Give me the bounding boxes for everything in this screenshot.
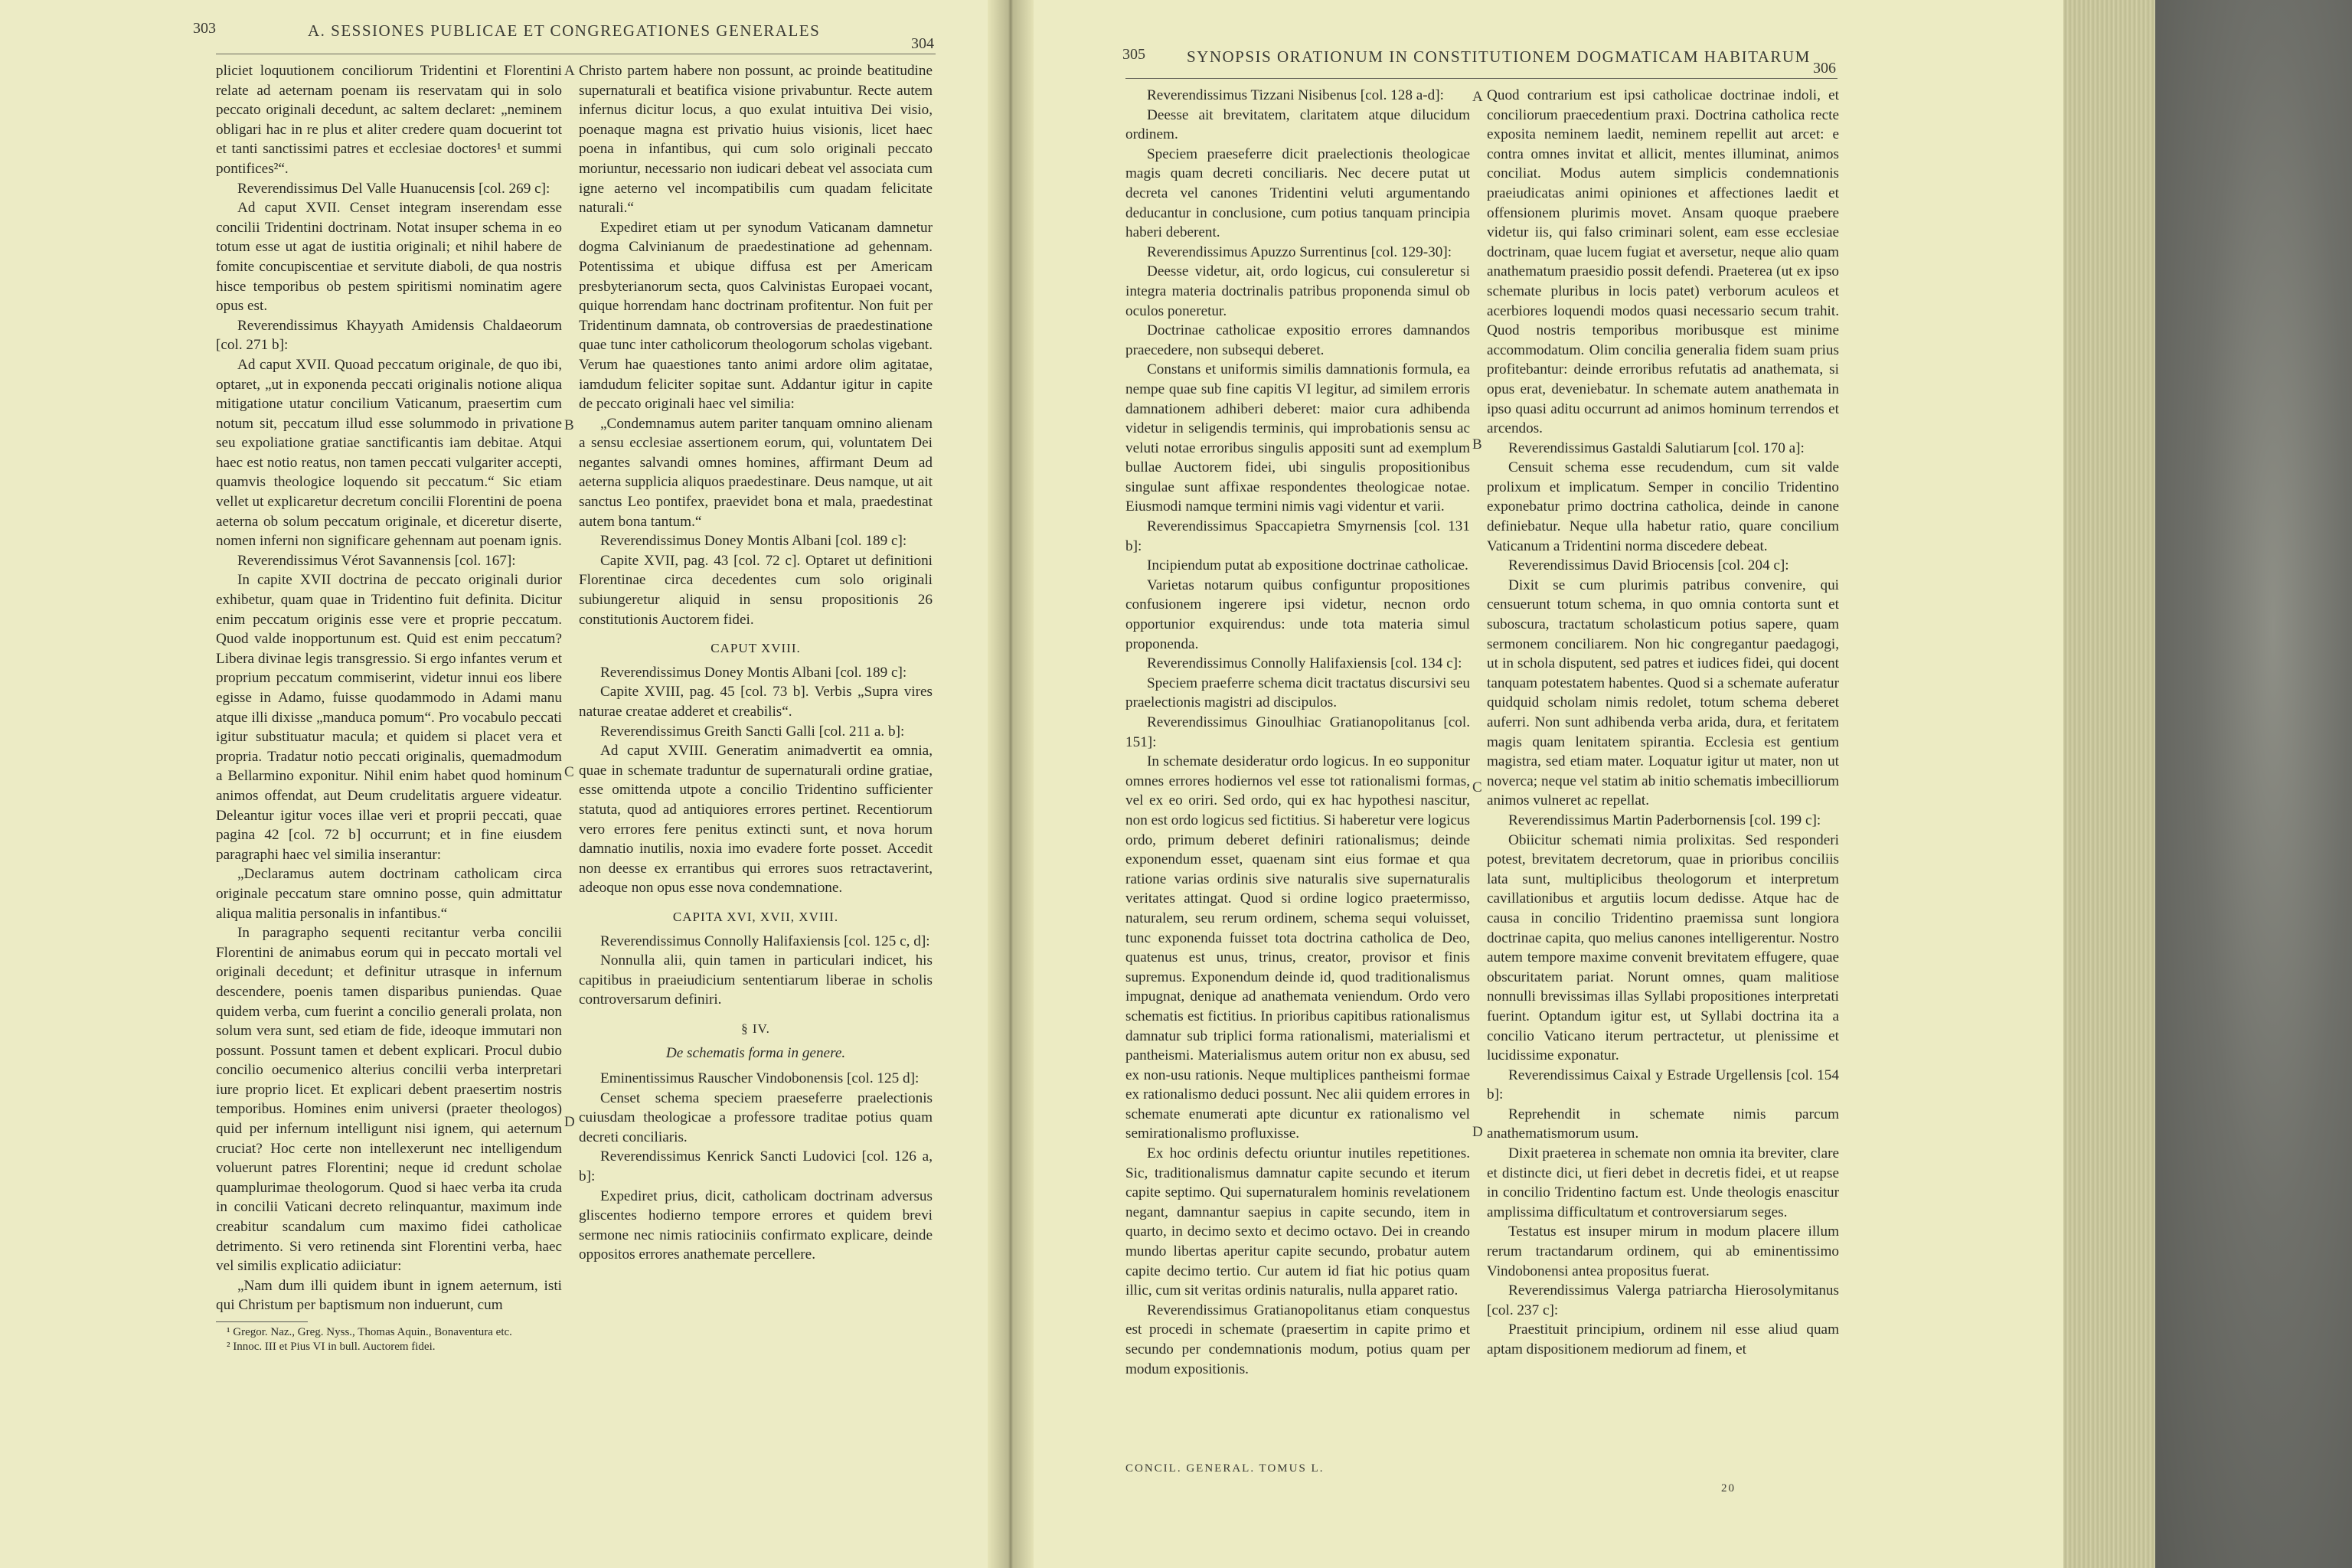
left-column-2	[579, 61, 933, 1481]
header-rule-right	[1125, 78, 1838, 79]
paragraph: „Condemnamus autem pariter tanquam omnino alienam a sensu ecclesiae assertionem eorum, qui, voluntatem Dei negantes salvandi omnes homines, affirmant Deum ad aeterna supplicia aliquos praedestinare. Deus namque, ut ait sanctus Leo pontifex, praevidet bona et mala, praedestinat autem bona tantum.“	[579, 415, 933, 530]
page-edges	[2063, 0, 2155, 1568]
paragraph: Reprehendit in schemate nimis parcum anathematismorum usum.	[1487, 1106, 1839, 1142]
paragraph: Reverendissimus Connolly Halifaxiensis [col. 125 c, d]:	[600, 933, 930, 949]
paragraph: Censet schema speciem praeseferre praelectionis cuiusdam theologicae a professore traditae potius quam decreti conciliaris.	[579, 1089, 933, 1145]
paragraph: Deesse videtur, ait, ordo logicus, cui consuleretur si integra materia doctrinalis patribus proponenda simul ob oculos poneretur.	[1125, 263, 1470, 319]
paragraph: Reverendissimus Greith Sancti Galli [col. 211 a. b]:	[600, 723, 905, 740]
book-gutter	[988, 0, 1034, 1568]
left-column-1	[216, 61, 562, 1481]
paragraph: Capite XVIII, pag. 45 [col. 73 b]. Verbis „Supra vires naturae creatae adderet et creabilis“.	[579, 684, 933, 720]
paragraph: Capite XVII, pag. 43 [col. 72 c]. Optaret ut definitioni Florentinae circa decedentes cum solo originali subiungeretur aliquid in sensu propositionis 26 constitutionis Auctorem fidei.	[579, 552, 933, 628]
footnote: ¹ Gregor. Naz., Greg. Nyss., Thomas Aquin., Bonaventura etc.	[227, 1326, 512, 1338]
footer-sheet-number: 20	[1721, 1482, 1736, 1494]
paragraph: Ad caput XVIII. Generatim animadvertit ea omnia, quae in schemate traduntur de supernaturali ordine gratiae, esse omittenda utpote a concilio Tridentino sufficienter statuta, quod ad antiquiores errores pertinet. Recentiorum vero errores fere penitus extincti sunt, et nova horum damnatio inutilis, noxia imo evadere forte posset. Accedit non deesse ex errantibus qui errores suos retractaverint, adeoque non opus esse nova condemnatione.	[579, 743, 933, 897]
left-running-head: A. SESSIONES PUBLICAE ET CONGREGATIONES GENERALES	[308, 21, 821, 40]
paragraph: Reverendissimus Del Valle Huanucensis [col. 269 c]:	[237, 180, 550, 197]
margin-letter-b-left: B	[564, 417, 574, 433]
paragraph: Reverendissimus Tizzani Nisibenus [col. 128 a-d]:	[1147, 87, 1444, 103]
paragraph: Reverendissimus Martin Paderbornensis [col. 199 c]:	[1508, 812, 1821, 828]
paragraph: Praestituit principium, ordinem nil esse aliud quam aptam dispositionem mediorum ad finem, et	[1487, 1321, 1839, 1357]
paragraph: Incipiendum putat ab expositione doctrinae catholicae.	[1147, 557, 1468, 574]
paragraph: Reverendissimus Ginoulhiac Gratianopolitanus [col. 151]:	[1125, 714, 1470, 750]
paragraph: Censuit schema esse recudendum, cum sit valde prolixum et implicatum. Semper in concilio Tridentino exponebatur primo doctrina catholica, deinde in canone definiebatur. Neque ulla habetur ratio, quare concilium Vaticanum a Tridentini norma discedere debeat.	[1487, 459, 1839, 554]
paragraph: Reverendissimus Gratianopolitanus etiam conquestus est procedi in schemate (praesertim in capite primo et secundo per condemnationis modum, potius quam per modum expositionis.	[1125, 1302, 1470, 1377]
right-running-head: SYNOPSIS ORATIONUM IN CONSTITUTIONEM DOGMATICAM HABITARUM	[1187, 47, 1811, 66]
paragraph: § IV.	[741, 1021, 770, 1036]
footer-signature: CONCIL. GENERAL. TOMUS L.	[1125, 1462, 1325, 1475]
paragraph: Reverendissimus Valerga patriarcha Hierosolymitanus [col. 237 c]:	[1487, 1282, 1839, 1318]
paragraph: CAPITA XVI, XVII, XVIII.	[672, 909, 839, 924]
paragraph: Christo partem habere non possunt, ac proinde beatitudine supernaturali et beatifica visione privabuntur. Recte autem infernus dicitur locus, a quo exulat intuitiva Dei visio, poenaque magna est privatio huius visionis, licet haec poena in infantibus, qui cum solo originali peccato moriuntur, necessario non iudicari debeat vel associata cum igne aeterno vel incompatibilis cum quadam felicitate naturali.“	[579, 63, 933, 217]
paragraph: Reverendissimus Connolly Halifaxiensis [col. 134 c]:	[1147, 655, 1462, 672]
paragraph: Reverendissimus Gastaldi Salutiarum [col. 170 a]:	[1508, 439, 1805, 456]
paragraph: Doctrinae catholicae expositio errores damnandos praecedere, non subsequi deberet.	[1125, 322, 1470, 358]
paragraph: Expediret etiam ut per synodum Vaticanam damnetur dogma Calvinianum de praedestinatione ad gehennam. Potentissima et ubique diffusa est per Americam presbyterianorum secta, quos Calvinistas Europaei vocant, quique horrendam hanc doctrinam profitentur. Non fuit per Tridentinum damnata, ob controversias de praedestinatione quae tunc inter catholicorum theologorum scholas vigebant. Verum hae quaestiones tanto animi ardore olim agitatae, iamdudum feliciter sopitae sunt. Addantur igitur in capite de peccato originali haec vel similia:	[579, 219, 933, 413]
paragraph: Constans et uniformis similis damnationis formula, ea nempe quae sub fine capitis VI legitur, ad similem erroris damnationem adhiberi deberet: maior cura adhibenda videtur in seligendis terminis, qui improbationis sensu ac veluti notae erroribus singulis appositi sunt ad exemplum bullae Auctorem fidei, ubi singulis propositionibus singulae sunt affixae respondentes theologicae notae. Eiusmodi namque termini nimis vagi videntur et varii.	[1125, 361, 1470, 515]
right-column-2	[1487, 86, 1839, 1460]
paragraph: Reverendissimus Kenrick Sancti Ludovici [col. 126 a, b]:	[579, 1148, 933, 1185]
paragraph: Reverendissimus Doney Montis Albani [col. 189 c]:	[600, 533, 907, 550]
paragraph: Eminentissimus Rauscher Vindobonensis [col. 125 d]:	[600, 1070, 920, 1087]
paragraph: Testatus est insuper mirum in modum placere illum rerum tractandarum ordinem, qui ab eminentissimo Vindobonensi antea propositus fuerat.	[1487, 1223, 1839, 1279]
footnote: ² Innoc. III et Pius VI in bull. Auctorem fidei.	[227, 1341, 436, 1353]
margin-letter-c-left: C	[564, 764, 574, 780]
paragraph: Nonnulla alii, quin tamen in particulari indicet, his capitibus in praeiudicium sententiarum liberae in scholis controversarum definiri.	[579, 952, 933, 1008]
paragraph: Reverendissimus Spaccapietra Smyrnensis [col. 131 b]:	[1125, 518, 1470, 554]
paragraph: Reverendissimus Khayyath Amidensis Chaldaeorum [col. 271 b]:	[216, 317, 562, 354]
paragraph: Ad caput XVII. Quoad peccatum originale, de quo ibi, optaret, „ut in exponenda peccati originalis notione aliqua mitigatione utatur concilium Vaticanum, praesertim cum notum sit, peccatum illud esse solummodo in privatione seu expoliatione gratiae sanctificantis iam debitae. Atqui haec est notio reatus, non tamen peccati vulgariter accepti, quamvis theologice loquendo sit peccatum.“ Sic etiam vellet ut explicaretur decretum concilii Florentini de poena aeterna ob solum peccatum originale, et diceretur diserte, nomen inferni non significare gehennam aut poenam ignis.	[216, 356, 562, 550]
page-number-305: 305	[1122, 46, 1145, 63]
paragraph: Varietas notarum quibus configuntur propositiones confusionem ingerere ipsi videtur, necnon ordo opportunior exquirendus: unde tota materia simul proponenda.	[1125, 577, 1470, 652]
paragraph: Reverendissimus Caixal y Estrade Urgellensis [col. 154 b]:	[1487, 1067, 1839, 1103]
paragraph: CAPUT XVIII.	[710, 641, 801, 656]
paragraph: Ad caput XVII. Censet integram inserendam esse concilii Tridentini doctrinam. Notat insuper schema in eo totum esse ut agat de iustitia originali; et nihil habere de fomite concupiscentiae et servitute diaboli, de qua nostris hisce temporibus ob pestem spiritismi nominatim agere opus est.	[216, 200, 562, 315]
paragraph: Dixit se cum plurimis patribus convenire, qui censuerunt totum schema, in quo omnia contorta sunt et suboscura, tractatum scholasticum potius sapere, quam sermonem conciliarem. Non hic congregantur paedagogi, ut in schola disputent, sed patres et iudices fidei, qui docent tanquam potestatem habentes. Quod si a schemate auferatur quidquid scholam nimis redolet, totum schema deberet auferri. Non sunt adhibenda verba arida, dura, et feritatem magis quam lenitatem spirantia. Ecclesia est gentium magistra, sed etiam mater. Loquatur igitur ut mater, non ut noverca; neque vel statim ab initio schematis imbecilliorum animos vulneret ac repellat.	[1487, 577, 1839, 809]
margin-letter-b-right: B	[1472, 436, 1482, 452]
margin-letter-a-right: A	[1472, 89, 1483, 105]
paragraph: Quod contrarium est ipsi catholicae doctrinae indoli, et conciliorum praecedentium praxi. Doctrina catholica recte exposita neminem laedit, neminem repellit aut arcet: e contra omnes invitat et allicit, mentes illuminat, animos conciliat. Modus autem simplicis condemnationis praeiudicatas animi opiniones et affectiones laedit et offensionem plurimis movet. Ansam quoque praebere videtur iis, qui falso criminari solent, eam esse ecclesiae doctrinam, quae lucem fugiat et aversetur, neque alio quam anathematum praesidio possit defendi. Praeterea (ut ex ipso schemate pluribus in locis patet) verborum aculeos et acerbiores loquendi modos quasi necessario secum trahit. Quod nostris temporibus moribusque est minime accommodatum. Olim concilia generalia fidem suam prius profitebantur: deinde erroribus refutatis ad anathemata, si opus erat, deveniebatur. In schemate autem anathemata in ipso quasi aditu occurrunt ad animos hominum terrendos et arcendos.	[1487, 87, 1839, 437]
paragraph: Reverendissimus Doney Montis Albani [col. 189 c]:	[600, 664, 907, 681]
paragraph: Reverendissimus Apuzzo Surrentinus [col. 129-30]:	[1147, 243, 1452, 260]
paragraph: „Nam dum illi quidem ibunt in ignem aeternum, isti qui Christum per baptismum non induerunt, cum	[216, 1277, 562, 1314]
right-column-1	[1125, 86, 1470, 1460]
paragraph: In capite XVII doctrina de peccato originali durior exhibetur, quam quae in Tridentino fuit definita. Dicitur enim peccatum originis esse vere et proprie peccatum. Quod valde inopportunum est. Quid est enim peccatum? Libera divinae legis transgressio. Si ergo infantes verum et proprium peccatum commiserint, videtur innui eos libere egisse in Adamo, fuisse quodammodo in Adami manu atque illi dixisse „manduca pomum“. Pro vocabulo peccati igitur substituatur macula; et quidem si placet vera et propria. Tradatur notio peccati originalis, quemadmodum a Bellarmino exponitur. Nihil enim habet quod hominum animos offendat, aut Deum crudelitatis arguere videatur. Deleantur igitur voces illae veri et proprii peccati, quae pagina 42 [col. 72 b] occurrunt; et in fine eiusdem paragraphi haec vel similia inserantur:	[216, 572, 562, 863]
paragraph: Reverendissimus David Briocensis [col. 204 c]:	[1508, 557, 1789, 574]
paragraph: „Declaramus autem doctrinam catholicam circa originale peccatum stare omnino posse, quin admittatur aliqua malitia personalis in infantibus.“	[216, 866, 562, 922]
paragraph: pliciet loquutionem conciliorum Tridentini et Florentini relate ad aeternam poenam iis reservatam qui in solo peccato originali decedunt, ac saltem declaret: „neminem obligari hac in re plus et aliter credere quam docuerint tot et tanti sanctissimi patres et ecclesiae doctores¹ et summi pontifices²“.	[216, 63, 562, 177]
margin-letter-c-right: C	[1472, 779, 1482, 795]
paragraph: De schematis forma in genere.	[665, 1044, 846, 1061]
paragraph: Ex hoc ordinis defectu oriuntur inutiles repetitiones. Sic, traditionalismus damnatur capite secundo et iterum capite septimo. Qui supernaturalem hominis revelationem negant, damnantur saepius in capite secundo, item in quarto, in decimo sexto et decimo octavo. Dei in creando mundo libertas aperitur capite secundo, probatur autem capite decimo tertio. Cur autem id fiat hic potius quam illic, cum sit veritas ordinis naturalis, nulla apparet ratio.	[1125, 1145, 1470, 1299]
margin-letter-a-left: A	[564, 63, 575, 79]
margin-letter-d-right: D	[1472, 1124, 1483, 1140]
paragraph: Deesse ait brevitatem, claritatem atque dilucidum ordinem.	[1125, 106, 1470, 143]
paragraph: Dixit praeterea in schemate non omnia ita breviter, clare et distincte dici, ut fieri debet in decretis fidei, et ut reapse in concilio Tridentino factum est. Unde theologis enascitur amplissima difficultatum et controversiarum seges.	[1487, 1145, 1839, 1220]
paragraph: Obiicitur schemati nimia prolixitas. Sed responderi potest, brevitatem decretorum, quae in prioribus conciliis lata sunt, multiplicibus theologorum et interpretum cavillationibus et argutiis locum dedisse. Atque hac de causa in concilio Tridentino praemissa sunt longiora doctrinae capita, quo melius canones intelligerentur. Nostro autem tempore maxime convenit brevitatem effugere, quae obscuritatem pariat. Norunt omnes, quam malitiose nonnulli brevissimas illas Syllabi propositiones interpretati fuerint. Optandum igitur est, ut Syllabi doctrina ita a concilio Vaticano iterum pertractetur, ut plenissime et lucidissime exponatur.	[1487, 831, 1839, 1064]
page-number-303: 303	[193, 20, 216, 37]
paragraph: Speciem praeseferre dicit praelectionis theologicae magis quam decreti conciliaris. Nec decere putat ut decreta vel canones Tridentini veluti argumentando deducantur in conclusione, cum potius tanquam principia haberi deberent.	[1125, 145, 1470, 241]
footnote-rule	[216, 1321, 308, 1322]
table-surface	[2155, 0, 2352, 1568]
paragraph: Speciem praeferre schema dicit tractatus discursivi seu praelectionis magistri ad discipulos.	[1125, 675, 1470, 711]
margin-letter-d-left: D	[564, 1114, 575, 1130]
paragraph: In paragrapho sequenti recitantur verba concilii Florentini de animabus eorum qui in peccato mortali vel originali decedunt; et definitur utrasque in infernum descendere, poenis tamen disparibus puniendas. Quae quidem verba, cum fuerint a concilio generali prolata, non solum vera sunt, sed etiam de fide, ideoque immutari non possunt. Possunt tamen et debent explicari. Procul dubio concilio oecumenico alterius concilii verba interpretari iure proprio licet. Et explicari debent praesertim nostris temporibus. Homines enim universi (praeter theologos) quid per infernum intelligunt nisi ignem, qui aeternum cruciat? Hoc certe non intellexerunt nec intelligendum voluerunt patres Florentini; neque id credunt scholae quamplurimae theologorum. Quod si haec verba ita cruda in concilii Vaticani decreto relinquantur, maximum inde creabitur scandalum cum maximo fidei catholicae detrimento. Si vero retinenda sint Florentini verba, haec vel similis explicatio adiiciatur:	[216, 925, 562, 1275]
paragraph: In schemate desideratur ordo logicus. In eo supponitur omnes errores hodiernos vel esse tot rationalismi formas, vel ex eo oriri. Sed ordo, qui ex hac hypothesi nascitur, non est ordo logicus sed fictitius. Si haberetur vere logicus ordo, primum deberet definiri rationalismus; deinde exponendum esset, quaenam sint eius formae et qua ratione varias ordinis sive naturalis sive supernaturalis veritates attingat. Quod si ordine logico praetermisso, naturalem, seu rerum ordinem, schema sequi voluisset, tunc exponenda fuisset tota doctrina catholica de Deo, quatenus est unus, trinus, creator, provisor et finis supremus. Exponendum deinde id, quod traditionalismus impugnat, denique ad anathemata veniendum. Ordo vero schematis est fictitius. In prioribus capitibus rationalismus damnatur sub triplici forma rationalismi, materialismi et pantheismi. Materialismus autem oritur non ex abusu, sed ex non-usu rationis. Neque multiplices pantheismi formae ex rationalismo deduci possunt. Nec alii quidem errores in schemate enumerati apte dicuntur ex rationalismo vel semirationalismo profluxisse.	[1125, 753, 1470, 1142]
page-number-306: 306	[1813, 60, 1836, 77]
page-number-304: 304	[911, 35, 934, 52]
paragraph: Expediret prius, dicit, catholicam doctrinam adversus gliscentes hodierno tempore errores et quidem brevi sermone nec nimis ratiociniis confirmato explicare, deinde oppositos errores anathemate percellere.	[579, 1187, 933, 1263]
paragraph: Reverendissimus Vérot Savannensis [col. 167]:	[237, 552, 516, 569]
